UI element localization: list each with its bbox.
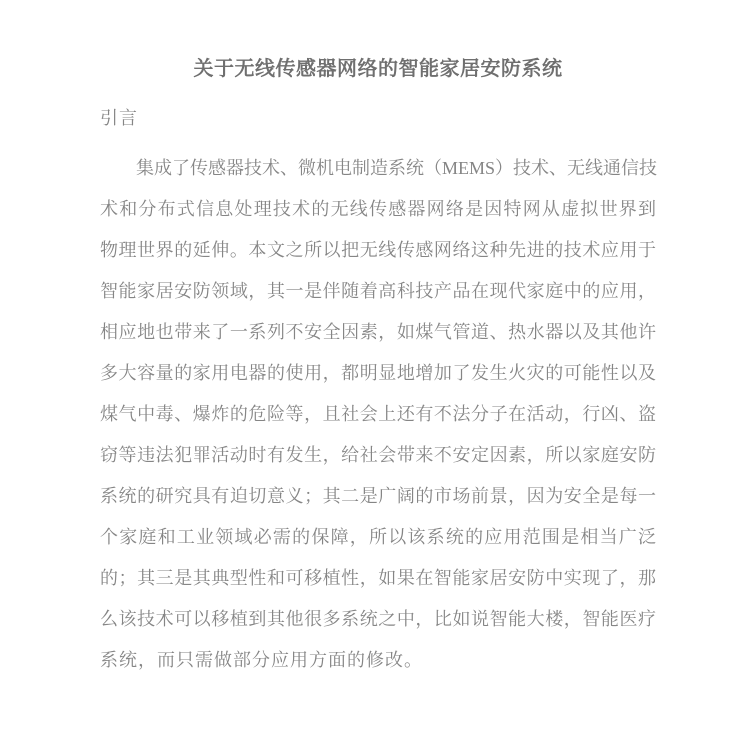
- document-title: 关于无线传感器网络的智能家居安防系统: [193, 58, 563, 80]
- paragraph-line: 的；其三是其典型性和可移植性，如果在智能家居安防中实现了，那: [100, 568, 656, 588]
- section-heading-introduction: 引言: [100, 108, 138, 128]
- paragraph-line: 系统，而只需做部分应用方面的修改。: [100, 650, 423, 670]
- paragraph-line: 物理世界的延伸。本文之所以把无线传感网络这种先进的技术应用于: [100, 240, 656, 260]
- paragraph-line: 智能家居安防领域，其一是伴随着高科技产品在现代家庭中的应用，: [100, 281, 656, 301]
- paragraph-line: 么该技术可以移植到其他很多系统之中，比如说智能大楼，智能医疗: [100, 609, 656, 629]
- paragraph-line: 窃等违法犯罪活动时有发生，给社会带来不安定因素，所以家庭安防: [100, 445, 656, 465]
- paragraph-line: 煤气中毒、爆炸的危险等，且社会上还有不法分子在活动，行凶、盗: [100, 404, 656, 424]
- paragraph-line: 个家庭和工业领域必需的保障，所以该系统的应用范围是相当广泛: [100, 527, 656, 547]
- paragraph-line: 集成了传感器技术、微机电制造系统（MEMS）技术、无线通信技: [136, 158, 658, 178]
- paragraph-line: 多大容量的家用电器的使用，都明显地增加了发生火灾的可能性以及: [100, 363, 656, 383]
- paragraph-line: 术和分布式信息处理技术的无线传感器网络是因特网从虚拟世界到: [100, 199, 656, 219]
- paragraph-line: 相应地也带来了一系列不安全因素，如煤气管道、热水器以及其他许: [100, 322, 656, 342]
- paragraph-line: 系统的研究具有迫切意义；其二是广阔的市场前景，因为安全是每一: [100, 486, 656, 506]
- intro-paragraph: [100, 148, 656, 681]
